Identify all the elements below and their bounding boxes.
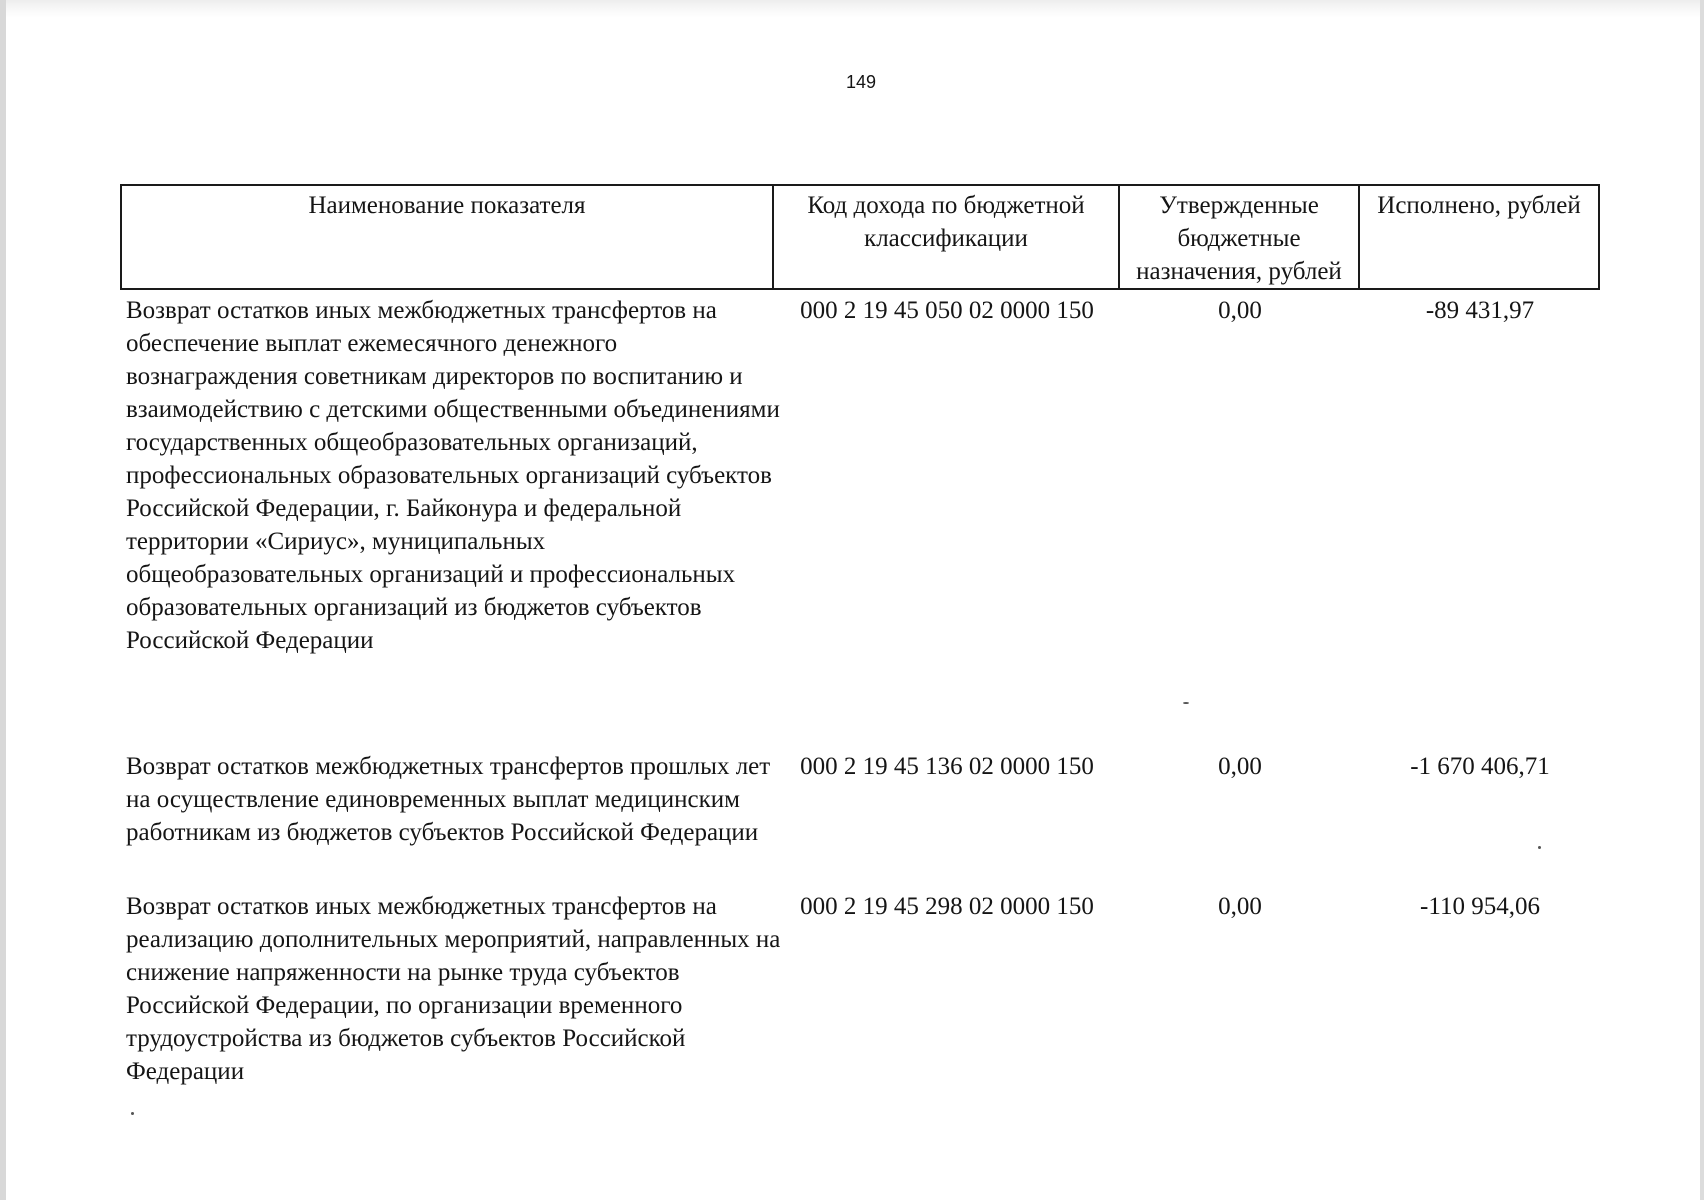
header-name: Наименование показателя — [122, 186, 774, 288]
row-code: 000 2 19 45 298 02 0000 150 — [800, 893, 1094, 920]
row-name: Возврат остатков иных межбюджетных трансфертов на реализацию дополнительных мероприятий, направленных на снижение напряженности на рынке труда субъектов Российской Федерации, по организации временного трудоустройства из бюджетов субъектов Российской Федерации — [126, 893, 781, 1085]
page-number: 149 — [845, 72, 877, 92]
row-approved: 0,00 — [1218, 297, 1262, 324]
row-executed: -89 431,97 — [1425, 297, 1535, 324]
row-executed: -110 954,06 — [1420, 893, 1540, 920]
scan-edge-top — [0, 0, 1704, 18]
row-name: Возврат остатков межбюджетных трансфертов прошлых лет на осуществление единовременных выплат медицинским работникам из бюджетов субъектов Российской Федерации — [126, 753, 771, 846]
scan-edge-right — [1700, 0, 1704, 1200]
scan-speck — [1183, 702, 1189, 704]
row-code: 000 2 19 45 050 02 0000 150 — [800, 297, 1094, 324]
header-approved: Утвержденные бюджетные назначения, рублей — [1120, 186, 1360, 288]
header-executed: Исполнено, рублей — [1377, 192, 1581, 219]
row-approved: 0,00 — [1218, 753, 1262, 780]
table-header — [120, 184, 1600, 290]
scan-speck — [131, 1112, 134, 1115]
scan-edge-left — [0, 0, 6, 1200]
row-code: 000 2 19 45 136 02 0000 150 — [800, 753, 1094, 780]
row-approved: 0,00 — [1218, 893, 1262, 920]
row-executed: -1 670 406,71 — [1410, 753, 1550, 780]
header-code: Код дохода по бюджетной классификации — [774, 186, 1120, 288]
scan-speck — [1538, 846, 1541, 849]
row-name: Возврат остатков иных межбюджетных трансфертов на обеспечение выплат ежемесячного денежного вознаграждения советникам директоров по воспитанию и взаимодействию с детскими общественными объединениями государственных общеобразовательных организаций, профессиональных образовательных организаций субъектов Российской Федерации, г. Байконура и федеральной территории «Сириус», муниципальных общеобразовательных организаций и профессиональных образовательных организаций из бюджетов субъектов Российской Федерации — [126, 297, 780, 654]
